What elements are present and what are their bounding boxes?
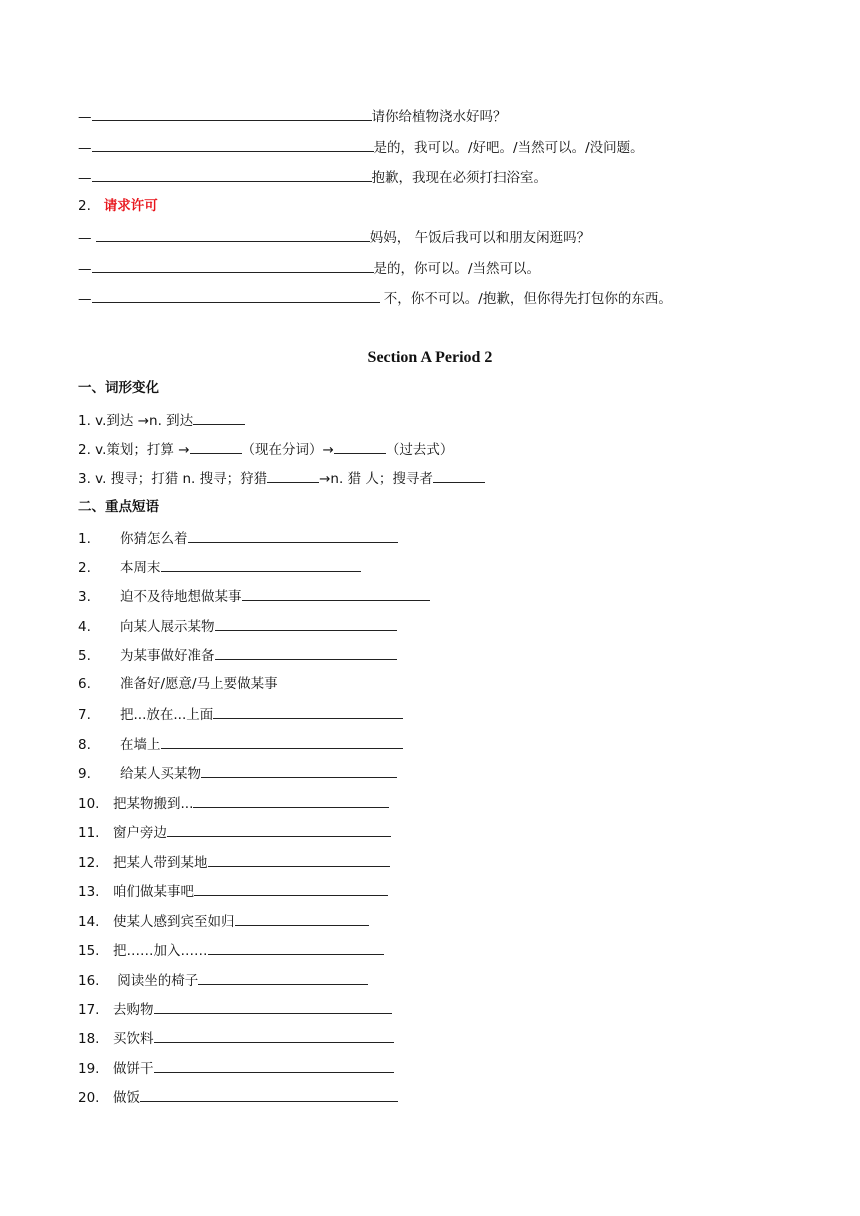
answer-blank[interactable]	[215, 616, 397, 631]
phrase-number: 17.	[78, 1002, 100, 1018]
answer-blank[interactable]	[194, 881, 388, 896]
phrase-text: 迫不及待地想做某事	[120, 589, 242, 605]
dash: —	[78, 291, 92, 307]
phrase-number: 11.	[78, 825, 100, 841]
dialog-line-3	[78, 167, 547, 187]
word-form-text: →n. 猎 人；搜寻者	[319, 471, 433, 487]
phrase-number: 3.	[78, 589, 91, 605]
section-number: 2.	[78, 198, 91, 214]
answer-blank[interactable]	[201, 763, 397, 778]
phrase-item	[78, 1087, 398, 1107]
word-form-item-1	[78, 410, 245, 430]
answer-blank[interactable]	[140, 1087, 398, 1102]
phrase-item	[78, 793, 389, 813]
phrase-number: 18.	[78, 1031, 100, 1047]
word-form-text: 2. v.策划；打算 →	[78, 442, 190, 458]
phrase-number: 14.	[78, 914, 100, 930]
phrase-item	[78, 645, 397, 665]
answer-blank[interactable]	[92, 137, 374, 152]
phrase-item	[78, 528, 398, 548]
phrase-text: 把某人带到某地	[113, 855, 208, 871]
phrase-text: 把某物搬到...	[113, 796, 194, 812]
phrase-item	[78, 1058, 394, 1078]
answer-blank[interactable]	[215, 645, 397, 660]
phrase-item	[78, 586, 430, 606]
answer-blank[interactable]	[154, 1058, 394, 1073]
dash: —	[78, 261, 92, 277]
answer-blank[interactable]	[154, 1028, 394, 1043]
phrase-text: 在墙上	[120, 737, 161, 753]
dialog2-line-3	[78, 288, 672, 308]
phrase-text: 准备好/愿意/马上要做某事	[120, 676, 278, 692]
phrase-item	[78, 557, 361, 577]
phrase-number: 4.	[78, 619, 91, 635]
answer-blank[interactable]	[193, 410, 245, 425]
phrase-text: 阅读坐的椅子	[113, 973, 199, 989]
answer-blank[interactable]	[92, 258, 374, 273]
answer-blank[interactable]	[188, 528, 398, 543]
answer-blank[interactable]	[208, 940, 384, 955]
answer-blank[interactable]	[198, 970, 368, 985]
answer-blank[interactable]	[92, 288, 380, 303]
phrase-number: 19.	[78, 1061, 100, 1077]
phrase-text: 买饮料	[113, 1031, 154, 1047]
answer-blank[interactable]	[161, 557, 361, 572]
word-form-text: 3. v. 搜寻；打猎 n. 搜寻；狩猎	[78, 471, 268, 487]
answer-blank[interactable]	[96, 227, 370, 242]
word-form-text: （过去式）	[385, 442, 454, 458]
section-heading-permission	[78, 197, 158, 215]
phrase-text: 本周末	[120, 560, 161, 576]
phrase-number: 1.	[78, 531, 91, 547]
answer-blank[interactable]	[161, 734, 403, 749]
answer-blank[interactable]	[433, 468, 485, 483]
phrase-text: 做饭	[113, 1090, 140, 1106]
section-title: 请求许可	[103, 198, 158, 214]
phrase-item	[78, 704, 403, 724]
phrase-item	[78, 822, 391, 842]
phrase-number: 6.	[78, 676, 91, 692]
answer-blank[interactable]	[193, 793, 389, 808]
phrase-text: 为某事做好准备	[120, 648, 215, 664]
answer-blank[interactable]	[208, 852, 390, 867]
answer-blank[interactable]	[190, 439, 242, 454]
word-form-text: （现在分词）→	[241, 442, 334, 458]
dash: —	[78, 230, 92, 246]
answer-blank[interactable]	[267, 468, 319, 483]
dialog-text: 抱歉，我现在必须打扫浴室。	[371, 170, 547, 186]
phrase-item	[78, 940, 384, 960]
dialog-text: 不，你不可以。/抱歉，但你得先打包你的东西。	[379, 291, 672, 307]
part1-heading: 一、词形变化	[78, 380, 159, 396]
dialog-text: 是的，你可以。/当然可以。	[373, 261, 541, 277]
phrase-text: 向某人展示某物	[120, 619, 215, 635]
phrase-text: 给某人买某物	[120, 766, 201, 782]
phrase-number: 13.	[78, 884, 100, 900]
phrase-item	[78, 999, 392, 1019]
phrase-text: 把……加入……	[113, 943, 208, 959]
answer-blank[interactable]	[154, 999, 392, 1014]
dialog-line-2	[78, 137, 644, 157]
phrase-number: 16.	[78, 973, 100, 989]
answer-blank[interactable]	[92, 106, 372, 121]
word-form-text: 1. v.到达 →n. 到达	[78, 413, 194, 429]
answer-blank[interactable]	[92, 167, 372, 182]
part2-heading: 二、重点短语	[78, 499, 159, 515]
phrase-number: 12.	[78, 855, 100, 871]
phrase-text: 使某人感到宾至如归	[113, 914, 235, 930]
phrase-item	[78, 675, 278, 693]
phrase-text: 咱们做某事吧	[113, 884, 194, 900]
dialog2-line-2	[78, 258, 540, 278]
phrase-number: 15.	[78, 943, 100, 959]
dialog2-line-1	[78, 227, 590, 247]
phrase-item	[78, 970, 368, 990]
answer-blank[interactable]	[213, 704, 403, 719]
answer-blank[interactable]	[167, 822, 391, 837]
phrase-text: 窗户旁边	[113, 825, 167, 841]
phrase-number: 2.	[78, 560, 91, 576]
phrase-item	[78, 734, 403, 754]
word-form-item-3	[78, 468, 485, 488]
dialog-text: 请你给植物浇水好吗？	[371, 109, 507, 125]
phrase-item	[78, 763, 397, 783]
dash: —	[78, 109, 92, 125]
answer-blank[interactable]	[235, 911, 369, 926]
phrase-number: 8.	[78, 737, 91, 753]
phrase-number: 10.	[78, 796, 100, 812]
phrase-item	[78, 852, 390, 872]
dash: —	[78, 140, 92, 156]
answer-blank[interactable]	[334, 439, 386, 454]
dash: —	[78, 170, 92, 186]
phrase-item	[78, 911, 369, 931]
phrase-text: 你猜怎么着	[120, 531, 188, 547]
phrase-number: 9.	[78, 766, 91, 782]
phrase-text: 把...放在...上面	[120, 707, 214, 723]
phrase-number: 5.	[78, 648, 91, 664]
dialog-text: 是的，我可以。/好吧。/当然可以。/没问题。	[373, 140, 644, 156]
dialog-text: 妈妈， 午饭后我可以和朋友闲逛吗？	[369, 230, 591, 246]
page-title: Section A Period 2	[367, 349, 493, 366]
phrase-item	[78, 881, 388, 901]
phrase-text: 做饼干	[113, 1061, 154, 1077]
phrase-text: 去购物	[113, 1002, 154, 1018]
phrase-number: 7.	[78, 707, 91, 723]
answer-blank[interactable]	[242, 586, 430, 601]
phrase-item	[78, 616, 397, 636]
dialog-line-1	[78, 106, 507, 126]
word-form-item-2	[78, 439, 453, 459]
phrase-item	[78, 1028, 394, 1048]
phrase-number: 20.	[78, 1090, 100, 1106]
